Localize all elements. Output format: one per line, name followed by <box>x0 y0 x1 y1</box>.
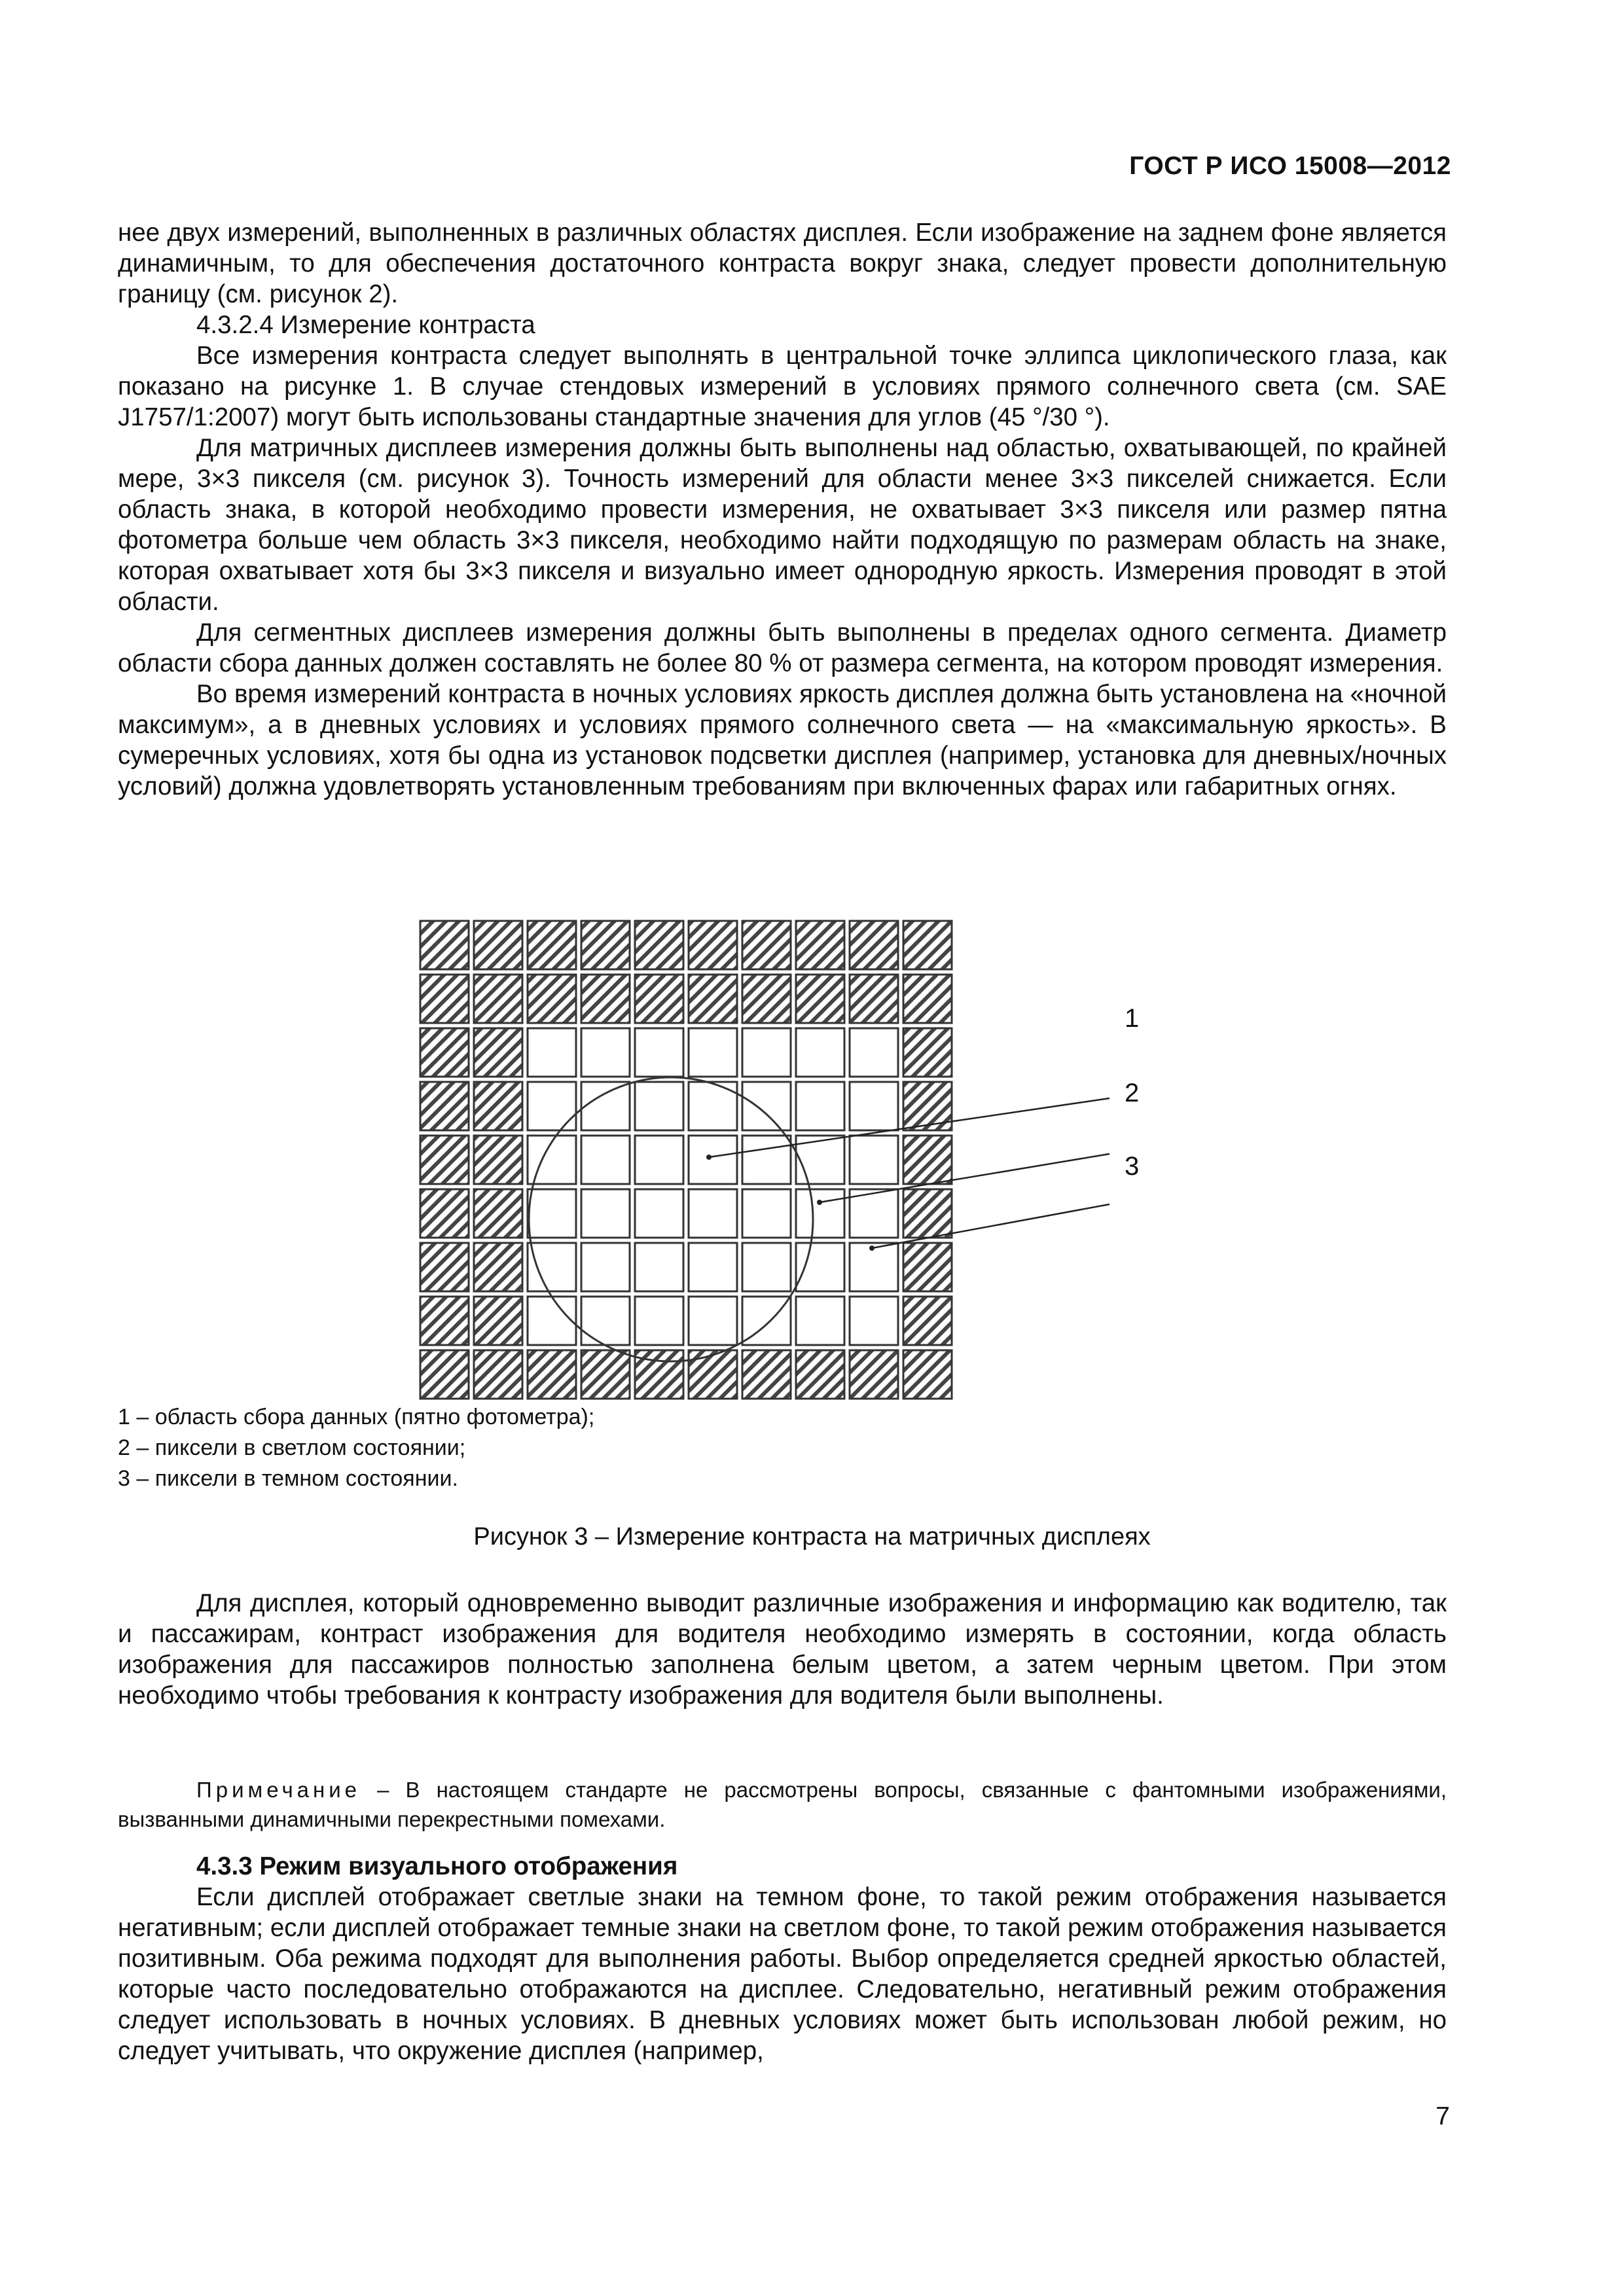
pixel-matrix-figure <box>412 913 1224 1424</box>
paragraph: нее двух измерений, выполненных в различных областях дисплея. Если изображение на заднем фоне является динамичным, то для обеспечения достаточного контраста вокруг знака, следует провести дополнительную границу (см. рисунок 2). <box>118 219 1447 308</box>
light-pixel <box>742 1082 791 1130</box>
paragraph: Все измерения контраста следует выполнять в центральной точке эллипса циклопического глаза, как показано на рисунке 1. В случае стендовых измерений в условиях прямого солнечного света (см. SAE J1757/1:2007) могут быть использованы стандартные значения для углов (45 °/30 °). <box>118 342 1447 431</box>
paragraph: Если дисплей отображает светлые знаки на темном фоне, то такой режим отображения называется негативным; если дисплей отображает темные знаки на светлом фоне, то такой режим отображения называется позитивным. Оба режима подходят для выполнения работы. Выбор определяется средней яркостью областей, которые часто последовательно отображаются на дисплее. Следовательно, негативный режим отображения следует использовать в ночных условиях. В дневных условиях может быть использован любой режим, но следует учитывать, что окружение дисплея (например, <box>118 1883 1447 2065</box>
callout-label-1: 1 <box>1125 1004 1140 1033</box>
light-pixel <box>850 1082 898 1130</box>
figure-legend <box>118 1402 594 1494</box>
dark-pixel <box>474 1189 522 1238</box>
dark-pixel <box>420 921 469 969</box>
page-number: 7 <box>1435 2102 1450 2130</box>
body-text-bottom <box>118 1851 1447 2066</box>
dark-pixel <box>420 1189 469 1238</box>
light-pixel <box>742 1136 791 1184</box>
light-pixel <box>581 1297 630 1345</box>
dark-pixel <box>420 1028 469 1077</box>
dark-pixel <box>474 921 522 969</box>
dark-pixel <box>903 921 952 969</box>
dark-pixel <box>903 1243 952 1291</box>
subsection-heading: 4.3.3 Режим визуального отображения <box>196 1852 678 1880</box>
dark-pixel <box>528 975 576 1023</box>
dark-pixel <box>903 1350 952 1399</box>
light-pixel <box>528 1189 576 1238</box>
light-pixel <box>635 1082 683 1130</box>
dark-pixel <box>742 975 791 1023</box>
light-pixel <box>689 1243 737 1291</box>
dark-pixel <box>581 921 630 969</box>
callout-label-3: 3 <box>1125 1152 1140 1181</box>
light-pixel <box>742 1189 791 1238</box>
light-pixel <box>689 1136 737 1184</box>
dark-pixel <box>689 1350 737 1399</box>
light-pixel <box>689 1297 737 1345</box>
paragraph: Для сегментных дисплеев измерения должны быть выполнены в пределах одного сегмента. Диаметр области сбора данных должен составлять не более 80 % от размера сегмента, на котором проводят измерения. <box>118 619 1447 677</box>
light-pixel <box>689 1189 737 1238</box>
light-pixel <box>796 1189 844 1238</box>
dark-pixel <box>474 975 522 1023</box>
light-pixel <box>850 1028 898 1077</box>
callout-label-2: 2 <box>1125 1079 1140 1107</box>
dark-pixel <box>474 1082 522 1130</box>
light-pixel <box>796 1243 844 1291</box>
dark-pixel <box>689 975 737 1023</box>
dark-pixel <box>850 1350 898 1399</box>
light-pixel <box>581 1136 630 1184</box>
dark-pixel <box>796 921 844 969</box>
light-pixel <box>635 1028 683 1077</box>
dark-pixel <box>903 1189 952 1238</box>
dark-pixel <box>420 1136 469 1184</box>
dark-pixel <box>903 1136 952 1184</box>
dark-pixel <box>796 1350 844 1399</box>
light-pixel <box>581 1028 630 1077</box>
light-pixel <box>850 1243 898 1291</box>
dark-pixel <box>420 1243 469 1291</box>
dark-pixel <box>581 1350 630 1399</box>
light-pixel <box>796 1028 844 1077</box>
pixel-grid <box>420 921 952 1399</box>
legend-item: 1 – область сбора данных (пятно фотометра); <box>118 1405 595 1429</box>
dark-pixel <box>903 1297 952 1345</box>
dark-pixel <box>420 1350 469 1399</box>
dark-pixel <box>474 1243 522 1291</box>
light-pixel <box>796 1297 844 1345</box>
legend-item: 3 – пиксели в темном состоянии. <box>118 1466 458 1491</box>
paragraph: Во время измерений контраста в ночных условиях яркость дисплея должна быть установлена на «ночной максимум», а в дневных условиях и условиях прямого солнечного света — на «максимальную яркость». В сумеречных условиях, хотя бы одна из установок подсветки дисплея (например, установка для дневных/ночных условий) должна удовлетворять установленным требованиям при включенных фарах или габаритных огнях. <box>118 680 1447 800</box>
dark-pixel <box>796 975 844 1023</box>
light-pixel <box>796 1082 844 1130</box>
light-pixel <box>850 1297 898 1345</box>
dark-pixel <box>474 1350 522 1399</box>
dark-pixel <box>420 1082 469 1130</box>
paragraph: Для матричных дисплеев измерения должны быть выполнены над областью, охватывающей, по крайней мере, 3×3 пикселя (см. рисунок 3). Точность измерений для области менее 3×3 пикселей снижается. Если область знака, в которой необходимо провести измерения, не охватывает 3×3 пикселя или размер пятна фотометра больше чем область 3×3 пикселя, необходимо найти подходящую по размерам область на знаке, которая охватывает хотя бы 3×3 пикселя и визуально имеет однородную яркость. Измерения проводят в этой области. <box>118 434 1447 616</box>
body-text-top <box>118 217 1447 802</box>
dark-pixel <box>528 921 576 969</box>
note-block <box>118 1775 1447 1834</box>
dark-pixel <box>850 921 898 969</box>
dark-pixel <box>635 921 683 969</box>
note-text: – В настоящем стандарте не рассмотрены вопросы, связанные с фантомными изображениями, вызванными динамичными перекрестными помехами. <box>118 1778 1447 1831</box>
light-pixel <box>635 1136 683 1184</box>
dark-pixel <box>903 1028 952 1077</box>
light-pixel <box>528 1297 576 1345</box>
light-pixel <box>742 1243 791 1291</box>
section-heading: 4.3.2.4 Измерение контраста <box>196 311 535 339</box>
dark-pixel <box>474 1136 522 1184</box>
document-header: ГОСТ Р ИСО 15008—2012 <box>1129 152 1451 180</box>
dark-pixel <box>474 1297 522 1345</box>
light-pixel <box>528 1028 576 1077</box>
dark-pixel <box>528 1350 576 1399</box>
light-pixel <box>689 1028 737 1077</box>
light-pixel <box>850 1136 898 1184</box>
body-text-middle <box>118 1588 1447 1711</box>
dark-pixel <box>742 1350 791 1399</box>
light-pixel <box>742 1028 791 1077</box>
light-pixel <box>528 1082 576 1130</box>
dark-pixel <box>689 921 737 969</box>
legend-item: 2 – пиксели в светлом состоянии; <box>118 1435 466 1460</box>
paragraph: Для дисплея, который одновременно выводит различные изображения и информацию как водителю, так и пассажирам, контраст изображения для водителя необходимо измерять в состоянии, когда область изображения для пассажиров полностью заполнена белым цветом, а затем черным цветом. При этом необходимо чтобы требования к контрасту изображения для водителя были выполнены. <box>118 1589 1447 1710</box>
dark-pixel <box>850 975 898 1023</box>
light-pixel <box>581 1243 630 1291</box>
light-pixel <box>581 1189 630 1238</box>
light-pixel <box>635 1189 683 1238</box>
light-pixel <box>528 1243 576 1291</box>
dark-pixel <box>474 1028 522 1077</box>
figure-caption: Рисунок 3 – Измерение контраста на матричных дисплеях <box>473 1523 1151 1551</box>
light-pixel <box>635 1243 683 1291</box>
dark-pixel <box>581 975 630 1023</box>
dark-pixel <box>742 921 791 969</box>
dark-pixel <box>420 1297 469 1345</box>
light-pixel <box>581 1082 630 1130</box>
light-pixel <box>635 1297 683 1345</box>
dark-pixel <box>420 975 469 1023</box>
note-label: Примечание <box>196 1778 361 1802</box>
dark-pixel <box>635 975 683 1023</box>
dark-pixel <box>903 975 952 1023</box>
